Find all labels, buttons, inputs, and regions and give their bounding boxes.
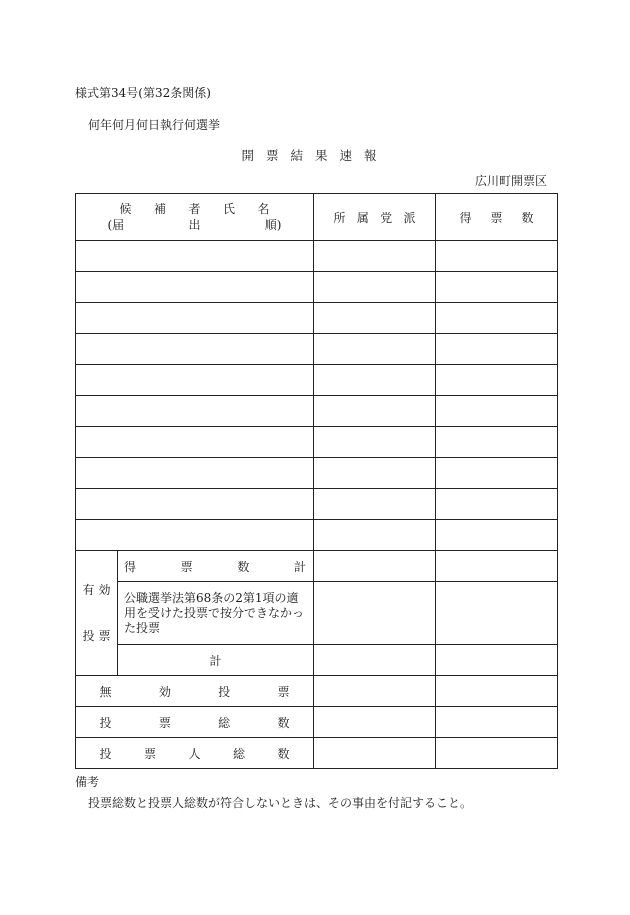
- candidate-name-cell: [76, 489, 314, 520]
- form-number: 様式第34号(第32条関係): [75, 86, 211, 100]
- candidate-name-cell: [76, 241, 314, 272]
- header-char: 属: [356, 210, 369, 225]
- header-char: 派: [403, 210, 416, 225]
- proportional-votes-label: 公職選挙法第68条の2第1項の適用を受けた投票で按分できなかった投票: [118, 582, 314, 645]
- label-char: 数: [277, 715, 290, 730]
- party-cell: [314, 241, 436, 272]
- label-char: 有: [82, 583, 95, 597]
- subtotal-row: [76, 645, 558, 676]
- label-char: 投: [99, 715, 112, 730]
- party-cell: [314, 551, 436, 582]
- header-char: 得: [459, 210, 472, 225]
- remarks-heading: 備考: [75, 775, 100, 789]
- votes-cell: [436, 241, 558, 272]
- votes-cell: [436, 458, 558, 489]
- header-candidate-name: [76, 194, 314, 241]
- party-cell: [314, 489, 436, 520]
- candidate-name-cell: [76, 272, 314, 303]
- total-voters-label: [76, 738, 314, 769]
- candidate-name-cell: [76, 427, 314, 458]
- candidate-row: [76, 241, 558, 272]
- candidate-row: [76, 458, 558, 489]
- header-char: 者: [188, 202, 201, 216]
- header-char: 氏: [222, 202, 235, 216]
- header-char: 順): [264, 218, 282, 232]
- remarks-text: 投票総数と投票人総数が符合しないときは、その事由を付記すること。: [88, 796, 473, 810]
- total-ballots-row: [76, 707, 558, 738]
- candidate-name-cell: [76, 520, 314, 551]
- label-char: 投: [82, 629, 95, 643]
- header-party: [314, 194, 436, 241]
- header-char: 名: [257, 202, 270, 216]
- party-cell: [314, 645, 436, 676]
- label-char: 票: [143, 746, 156, 761]
- subtotal-label: 計: [118, 645, 314, 676]
- candidate-row: [76, 427, 558, 458]
- invalid-votes-label: [76, 676, 314, 707]
- party-cell: [314, 365, 436, 396]
- header-char: 補: [153, 202, 166, 216]
- candidate-row: [76, 303, 558, 334]
- label-char: 効: [158, 684, 171, 699]
- votes-cell: [436, 738, 558, 769]
- candidate-row: [76, 396, 558, 427]
- label-char: 数: [277, 746, 290, 761]
- total-ballots-label: [76, 707, 314, 738]
- label-char: 効: [98, 583, 111, 597]
- party-cell: [314, 334, 436, 365]
- header-char: 出: [188, 218, 201, 232]
- label-char: 投: [99, 746, 112, 761]
- votes-cell: [436, 676, 558, 707]
- label-char: 人: [188, 746, 201, 761]
- counting-district: 広川町開票区: [474, 174, 547, 188]
- candidate-name-cell: [76, 365, 314, 396]
- total-voters-row: [76, 738, 558, 769]
- party-cell: [314, 272, 436, 303]
- header-char: 所: [333, 210, 346, 225]
- party-cell: [314, 396, 436, 427]
- candidate-row: [76, 365, 558, 396]
- votes-cell: [436, 272, 558, 303]
- label-char: 票: [180, 559, 193, 574]
- votes-total-row: [76, 551, 558, 582]
- votes-cell: [436, 396, 558, 427]
- header-char: 党: [380, 210, 393, 225]
- proportional-votes-row: [76, 582, 558, 645]
- votes-cell: [436, 303, 558, 334]
- votes-cell: [436, 489, 558, 520]
- candidate-row: [76, 334, 558, 365]
- party-cell: [314, 582, 436, 645]
- label-char: 票: [158, 715, 171, 730]
- election-name: 何年何月何日執行何選挙: [88, 118, 221, 132]
- candidate-name-cell: [76, 303, 314, 334]
- party-cell: [314, 303, 436, 334]
- header-char: 候: [119, 202, 132, 216]
- party-cell: [314, 427, 436, 458]
- votes-cell: [436, 582, 558, 645]
- label-char: 総: [232, 746, 245, 761]
- party-cell: [314, 707, 436, 738]
- label-char: 票: [277, 684, 290, 699]
- label-char: 数: [237, 559, 250, 574]
- party-cell: [314, 520, 436, 551]
- label-char: 票: [98, 629, 111, 643]
- party-cell: [314, 676, 436, 707]
- valid-votes-label: [76, 551, 118, 676]
- votes-cell: [436, 707, 558, 738]
- candidate-row: [76, 272, 558, 303]
- label-char: 投: [218, 684, 231, 699]
- candidate-name-cell: [76, 396, 314, 427]
- votes-cell: [436, 427, 558, 458]
- header-char: 票: [490, 210, 503, 225]
- votes-cell: [436, 551, 558, 582]
- candidate-name-cell: [76, 458, 314, 489]
- label-char: 計: [293, 559, 306, 574]
- votes-total-label: [118, 551, 314, 582]
- votes-cell: [436, 520, 558, 551]
- party-cell: [314, 458, 436, 489]
- votes-cell: [436, 334, 558, 365]
- header-char: (届: [107, 218, 125, 232]
- label-char: 得: [124, 559, 137, 574]
- label-char: 無: [99, 684, 112, 699]
- candidate-row: [76, 489, 558, 520]
- header-char: 数: [521, 210, 534, 225]
- results-table: [75, 193, 558, 769]
- candidate-row: [76, 520, 558, 551]
- candidate-name-cell: [76, 334, 314, 365]
- votes-cell: [436, 365, 558, 396]
- document-title: 開票結果速報: [241, 148, 389, 163]
- label-char: 総: [218, 715, 231, 730]
- party-cell: [314, 738, 436, 769]
- invalid-votes-row: [76, 676, 558, 707]
- table-header-row: [76, 194, 558, 241]
- votes-cell: [436, 645, 558, 676]
- header-votes: [436, 194, 558, 241]
